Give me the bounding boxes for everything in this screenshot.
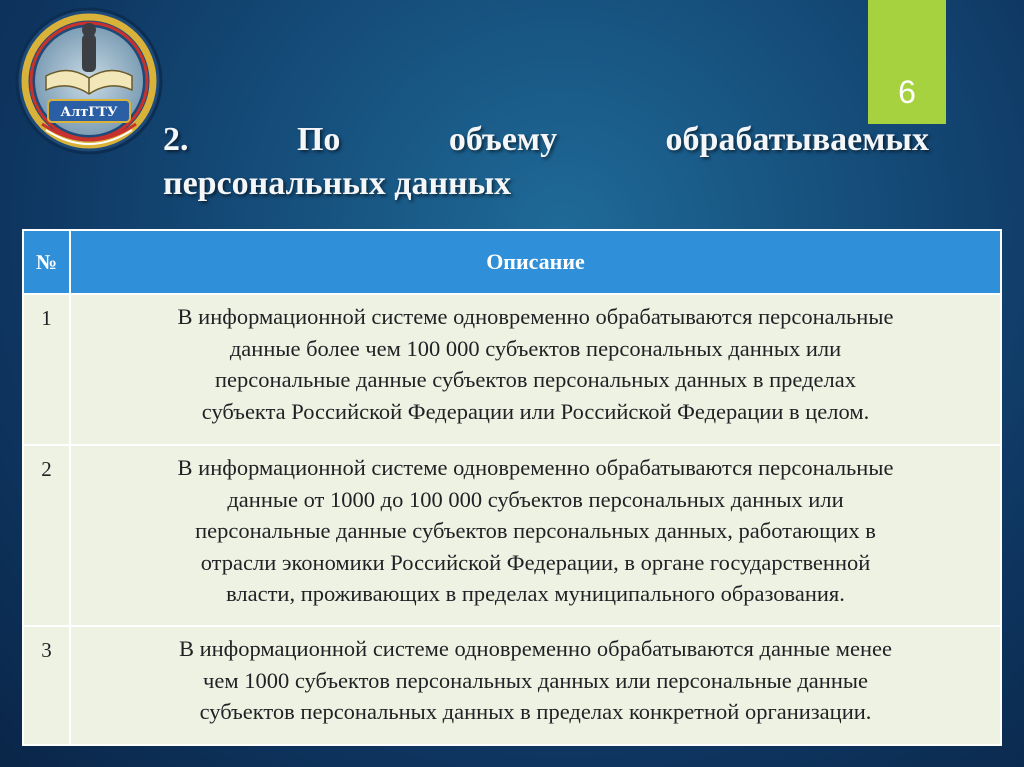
- description-line: В информационной системе одновременно обрабатываются данные менее: [178, 636, 893, 661]
- description-line: данные от 1000 до 100 000 субъектов персональных данных или: [227, 486, 844, 512]
- row-number: 1: [23, 294, 70, 445]
- description-line: персональные данные субъектов персональных данных, работающих в: [195, 518, 876, 543]
- table-row: [23, 445, 1001, 626]
- description-line: субъекта Российской Федерации или Российской Федерации в целом.: [201, 398, 870, 424]
- table-header-row: [23, 230, 1001, 294]
- title-word: По: [296, 121, 341, 158]
- title-line-1: [163, 118, 929, 162]
- title-word: объему: [448, 121, 558, 158]
- title-word: 2.: [163, 121, 189, 158]
- header-number: №: [23, 230, 70, 294]
- title-word: обрабатываемых: [665, 121, 929, 158]
- description-line: власти, проживающих в пределах муниципального образования.: [226, 581, 845, 606]
- row-description: [70, 445, 1001, 626]
- row-description: [70, 294, 1001, 445]
- description-line: чем 1000 субъектов персональных данных или персональные данные: [203, 667, 868, 693]
- table-row: [23, 626, 1001, 745]
- row-number: 2: [23, 445, 70, 626]
- header-description: Описание: [70, 230, 1001, 294]
- title-line-2: персональных данных: [163, 165, 512, 202]
- description-line: данные более чем 100 000 субъектов персональных данных или: [229, 335, 842, 361]
- row-description: [70, 626, 1001, 745]
- slide-number-badge: [868, 0, 946, 124]
- university-logo: [10, 6, 168, 156]
- description-line: субъектов персональных данных в пределах конкретной организации.: [199, 699, 872, 724]
- logo-text: АлтГТУ: [60, 105, 118, 120]
- slide-number: 6: [898, 74, 916, 110]
- row-number: 3: [23, 626, 70, 745]
- description-line: В информационной системе одновременно обрабатываются персональные: [177, 455, 894, 480]
- criteria-table: [22, 229, 1002, 746]
- description-line: В информационной системе одновременно обрабатываются персональные: [177, 304, 894, 329]
- description-line: персональные данные субъектов персональных данных в пределах: [215, 367, 856, 392]
- table-row: [23, 294, 1001, 445]
- slide-title: [163, 118, 929, 206]
- description-line: отрасли экономики Российской Федерации, в органе государственной: [200, 549, 871, 575]
